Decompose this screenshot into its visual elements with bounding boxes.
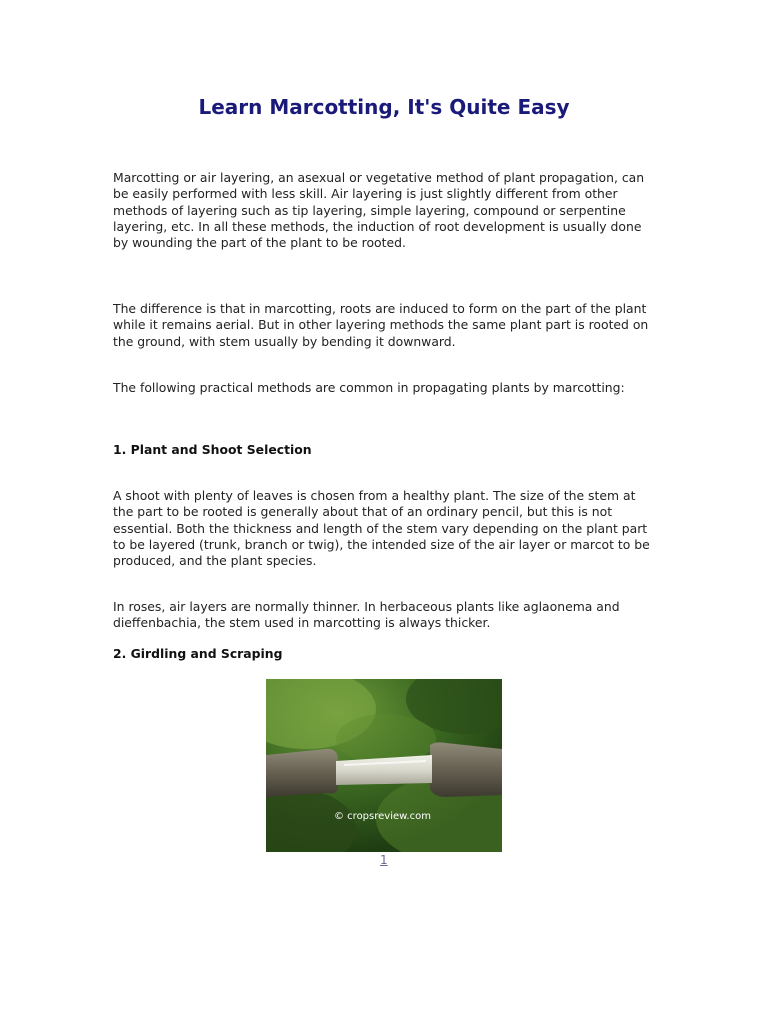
page-title: Learn Marcotting, It's Quite Easy [198, 95, 570, 119]
paragraph-difference: The difference is that in marcotting, roots are induced to form on the part of the plant while it remains aerial. But in other layering methods the same plant part is rooted on the ground, with stem usually by bending it downward. [113, 301, 649, 349]
heading-plant-shoot-selection: 1. Plant and Shoot Selection [113, 442, 312, 457]
paragraph-shoot-selection: A shoot with plenty of leaves is chosen from a healthy plant. The size of the stem at the part to be rooted is generally about that of an ordinary pencil, but this is not essential. Both the thickness and length of the stem vary depending on the plant part to be layered (trunk, branch or twig), the intended size of the air layer or marcot to be produced, and the plant species. [113, 488, 650, 569]
heading-girdling-scraping: 2. Girdling and Scraping [113, 646, 283, 661]
girdled-stem-image [266, 679, 502, 852]
paragraph-roses: In roses, air layers are normally thinner. In herbaceous plants like aglaonema and dieffenbachia, the stem used in marcotting is always thicker. [113, 599, 620, 631]
figure-link[interactable]: 1 [380, 853, 388, 867]
girdled-stem-photo [266, 679, 502, 852]
paragraph-methods: The following practical methods are common in propagating plants by marcotting: [113, 380, 625, 395]
paragraph-intro: Marcotting or air layering, an asexual or vegetative method of plant propagation, can be easily performed with less skill. Air layering is just slightly different from other methods of layering such as tip layering, simple layering, compound or serpentine layering, etc. In all these methods, the induction of root development is usually done by wounding the part of the plant to be rooted. [113, 170, 645, 251]
image-watermark: © cropsreview.com [334, 811, 431, 822]
